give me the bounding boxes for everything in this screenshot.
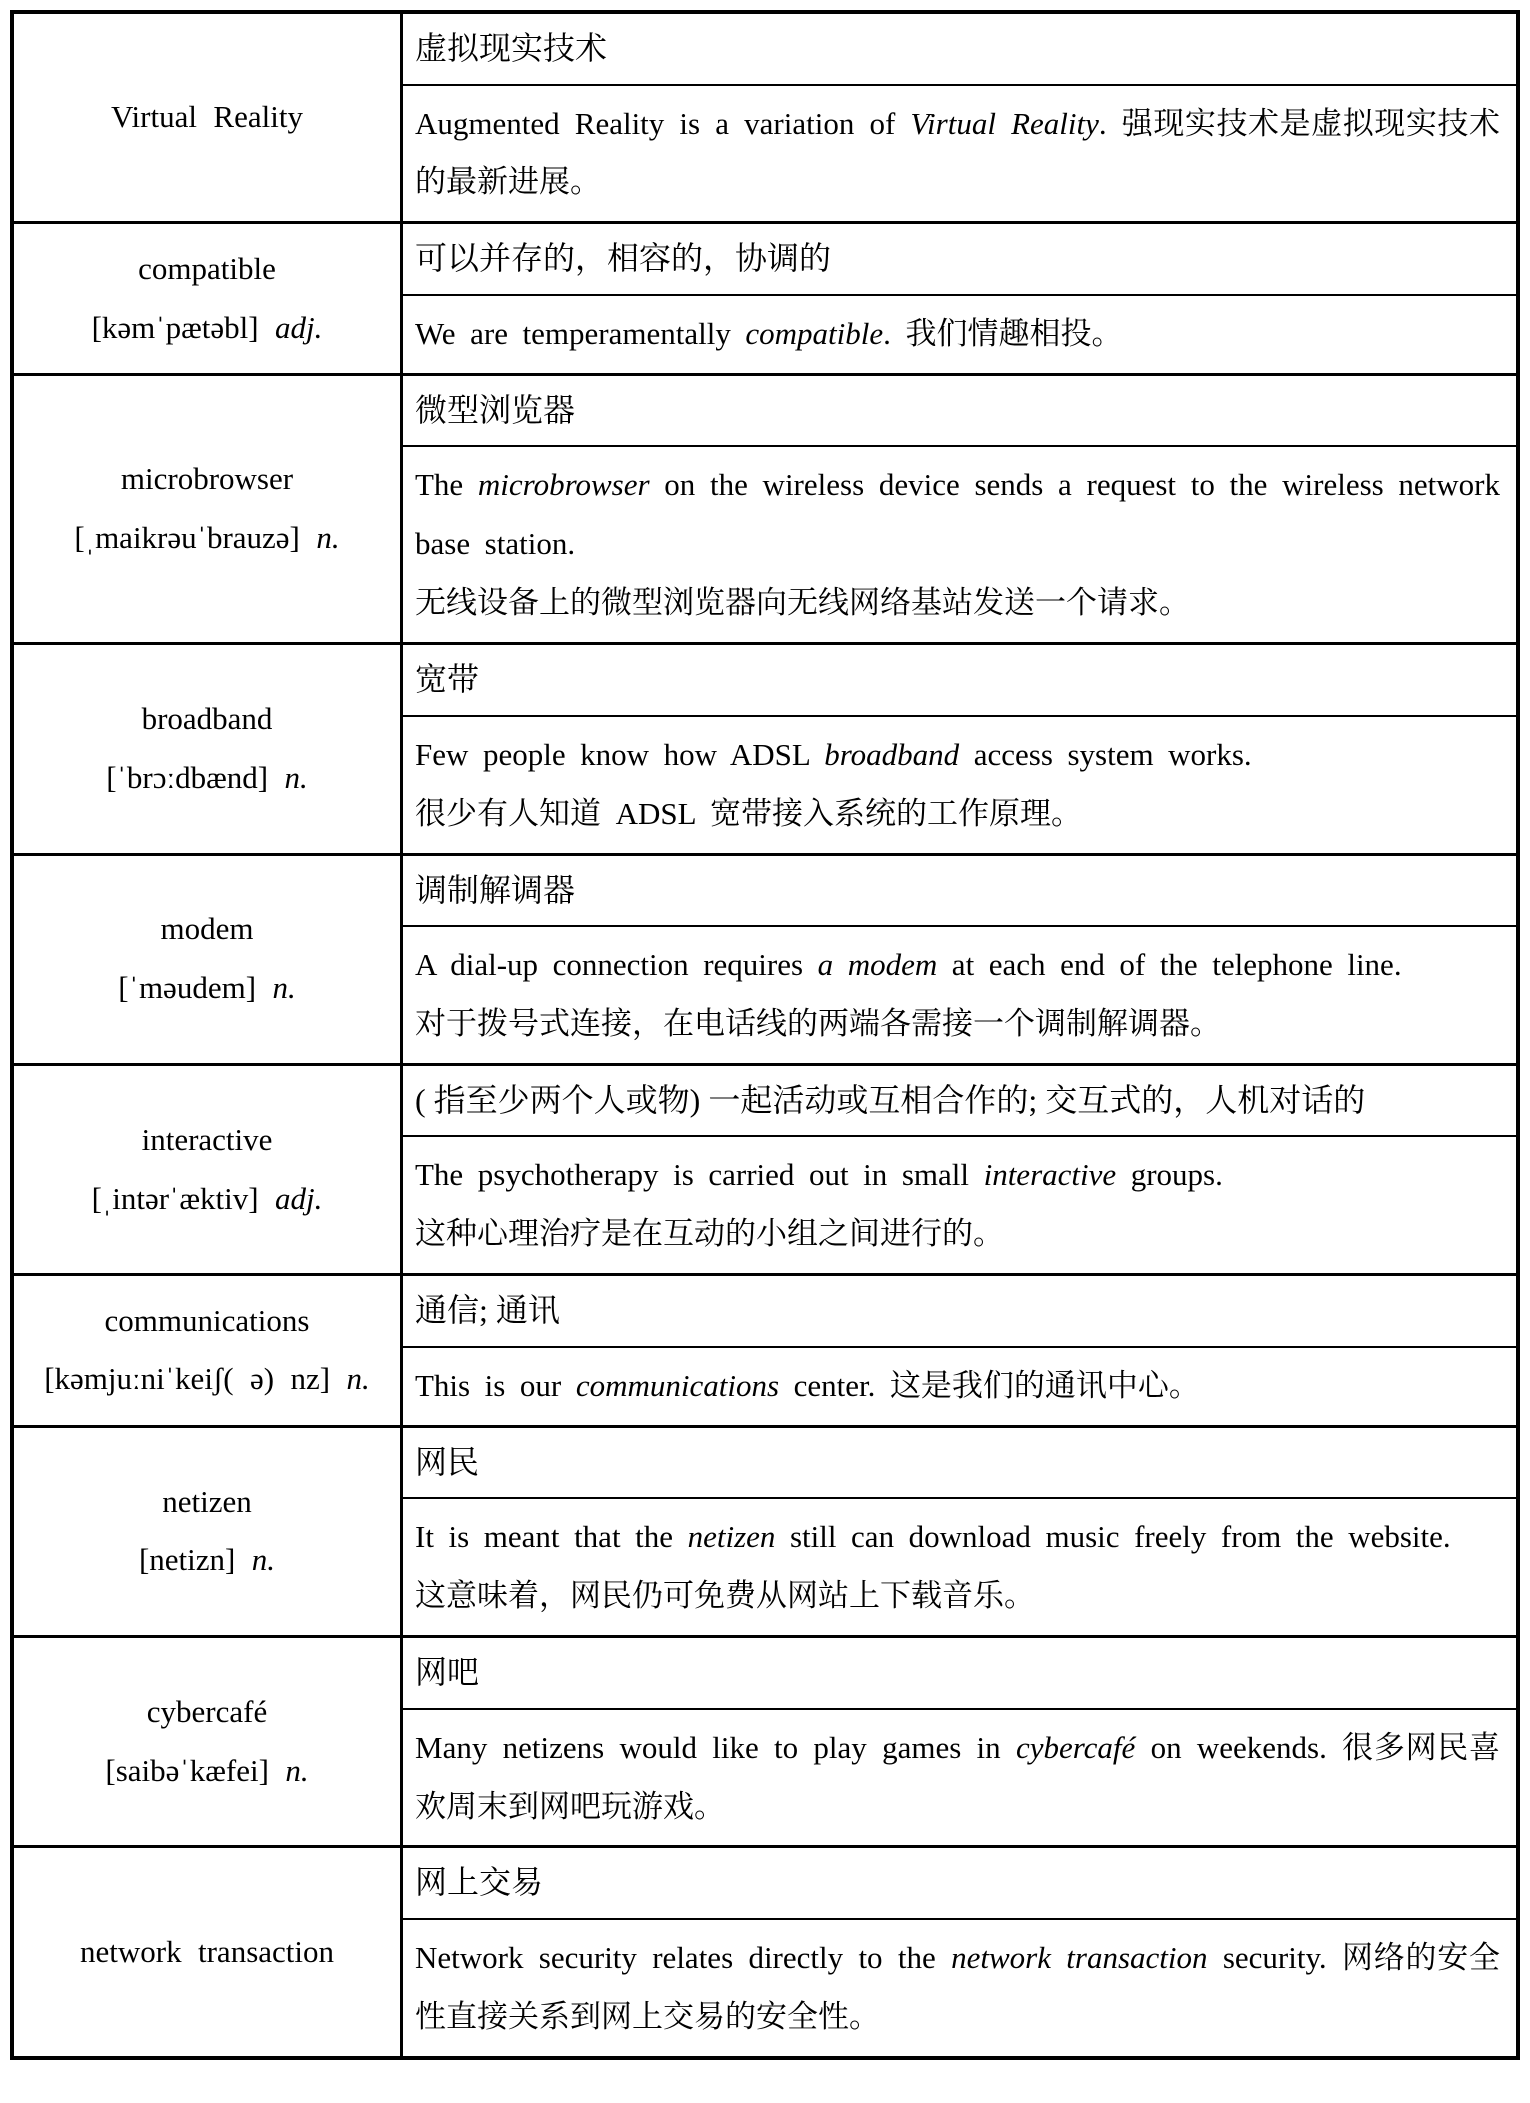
word-cell	[14, 645, 403, 852]
word-cell	[14, 224, 403, 372]
example-cell	[403, 1137, 1516, 1273]
phonetic-text	[92, 1170, 323, 1229]
phonetic-transcription: [ˌintərˈæktiv]	[91, 1180, 276, 1216]
word-text: cybercafé	[146, 1693, 268, 1729]
example-keyword: compatible	[745, 315, 884, 351]
word-text: microbrowser	[120, 461, 294, 497]
definition-cell	[403, 1428, 1516, 1500]
example-text: 无线设备上的微型浏览器向无线网络基站发送一个请求。	[415, 585, 1190, 621]
example-text: access system works.	[959, 736, 1252, 772]
phonetic-text	[44, 1350, 370, 1409]
example-paragraph	[415, 1929, 1500, 2047]
example-cell	[403, 1499, 1516, 1635]
phonetic-transcription: [kəmjuːniˈkeiʃ( ə) nz]	[44, 1361, 347, 1397]
definition-cell	[403, 1066, 1516, 1138]
part-of-speech: n.	[285, 1752, 309, 1788]
definition-text: 微型浏览器	[415, 391, 576, 428]
phonetic-transcription: [kəmˈpætəbl]	[91, 309, 276, 345]
example-paragraph	[415, 726, 1500, 785]
table-row	[14, 1635, 1516, 1845]
definition-cell	[403, 1638, 1516, 1710]
table-row	[14, 221, 1516, 372]
example-cell	[403, 927, 1516, 1063]
example-text: 这种心理治疗是在互动的小组之间进行的。	[415, 1216, 1004, 1252]
example-text: . 我们情趣相投。	[883, 315, 1123, 351]
example-paragraph	[415, 1205, 1500, 1264]
example-text: on the wireless device sends a request to the wireless network base station.	[415, 467, 1500, 562]
example-text: still can download music freely from the website.	[775, 1519, 1451, 1555]
example-text: Augmented Reality is a variation of	[415, 105, 911, 141]
word-cell	[14, 14, 403, 221]
word-text: modem	[160, 911, 254, 947]
word-cell	[14, 1066, 403, 1273]
example-text: on weekends. 很多网民喜欢周末到网吧玩游戏。	[415, 1729, 1500, 1824]
part-of-speech: n.	[272, 970, 296, 1006]
example-keyword: cybercafé	[1015, 1729, 1136, 1765]
example-text: . 强现实技术是虚拟现实技术的最新进展。	[415, 105, 1500, 200]
example-text: It is meant that the	[415, 1519, 688, 1555]
example-paragraph	[415, 456, 1500, 574]
part-of-speech: n.	[346, 1361, 370, 1397]
example-cell	[403, 717, 1516, 853]
example-cell	[403, 1348, 1516, 1425]
example-keyword: Virtual Reality	[910, 105, 1099, 141]
word-text: communications	[104, 1302, 310, 1338]
table-row	[14, 853, 1516, 1063]
example-paragraph	[415, 995, 1500, 1054]
example-paragraph	[415, 1146, 1500, 1205]
word-cell	[14, 1848, 403, 2055]
example-keyword: microbrowser	[477, 467, 650, 503]
definition-example-cell	[403, 1066, 1516, 1273]
definition-example-cell	[403, 1848, 1516, 2055]
table-row	[14, 373, 1516, 642]
part-of-speech: n.	[316, 519, 340, 555]
example-keyword: network transaction	[951, 1940, 1208, 1976]
definition-cell	[403, 856, 1516, 928]
example-text: The psychotherapy is carried out in small	[415, 1157, 984, 1193]
example-text: A dial-up connection requires	[415, 947, 818, 983]
phonetic-transcription: [ˌmaikrəuˈbrauzə]	[74, 519, 317, 555]
definition-text: 可以并存的，相容的，协调的	[415, 240, 832, 277]
word-cell	[14, 1276, 403, 1424]
example-keyword: a modem	[817, 947, 938, 983]
word-cell	[14, 856, 403, 1063]
definition-example-cell	[403, 224, 1516, 372]
definition-example-cell	[403, 856, 1516, 1063]
phonetic-text	[74, 509, 339, 568]
phonetic-text	[92, 299, 323, 358]
example-text: center. 这是我们的通讯中心。	[779, 1367, 1200, 1403]
example-paragraph	[415, 1508, 1500, 1567]
definition-example-cell	[403, 376, 1516, 642]
example-cell	[403, 1710, 1516, 1846]
word-text: network transaction	[79, 1933, 335, 1969]
example-text: 很少有人知道 ADSL 宽带接入系统的工作原理。	[415, 795, 1082, 831]
phonetic-transcription: [saibəˈkæfei]	[105, 1752, 286, 1788]
example-text: Few people know how ADSL	[415, 736, 825, 772]
phonetic-transcription: [ˈbrɔːdbænd]	[106, 759, 285, 795]
example-keyword: interactive	[983, 1157, 1117, 1193]
example-cell	[403, 86, 1516, 222]
word-text: interactive	[141, 1121, 273, 1157]
word-cell	[14, 1638, 403, 1845]
definition-text: 调制解调器	[415, 871, 576, 908]
part-of-speech: adj.	[275, 1180, 323, 1216]
example-keyword: netizen	[687, 1519, 776, 1555]
definition-text: ( 指至少两个人或物) 一起活动或互相合作的; 交互式的，人机对话的	[415, 1081, 1366, 1118]
example-text: We are temperamentally	[415, 315, 746, 351]
example-paragraph	[415, 95, 1500, 213]
example-text: groups.	[1116, 1157, 1223, 1193]
definition-example-cell	[403, 14, 1516, 221]
part-of-speech: adj.	[275, 309, 323, 345]
definition-cell	[403, 1848, 1516, 1920]
phonetic-transcription: [netizn]	[138, 1542, 252, 1578]
definition-cell	[403, 224, 1516, 296]
table-row	[14, 14, 1516, 221]
definition-example-cell	[403, 1638, 1516, 1845]
example-paragraph	[415, 1357, 1500, 1416]
table-row	[14, 1063, 1516, 1273]
word-text: Virtual Reality	[111, 99, 303, 135]
example-text: security. 网络的安全性直接关系到网上交易的安全性。	[415, 1940, 1501, 2034]
example-paragraph	[415, 1567, 1500, 1626]
table-row	[14, 1845, 1516, 2055]
definition-text: 网民	[415, 1443, 480, 1480]
phonetic-text	[105, 1742, 308, 1801]
example-paragraph	[415, 936, 1500, 995]
example-cell	[403, 1920, 1516, 2056]
phonetic-text	[139, 1531, 275, 1590]
phonetic-text	[118, 959, 295, 1018]
example-text: Network security relates directly to the	[415, 1940, 952, 1976]
definition-text: 通信; 通讯	[415, 1292, 560, 1329]
part-of-speech: n.	[284, 759, 308, 795]
table-row	[14, 642, 1516, 852]
table-row	[14, 1425, 1516, 1635]
definition-text: 网上交易	[415, 1864, 544, 1901]
vocab-table	[10, 10, 1520, 2060]
table-row	[14, 1273, 1516, 1424]
definition-text: 网吧	[415, 1654, 480, 1691]
definition-cell	[403, 376, 1516, 448]
example-text: The	[415, 467, 478, 503]
example-text: at each end of the telephone line.	[937, 947, 1402, 983]
word-cell	[14, 1428, 403, 1635]
example-paragraph	[415, 785, 1500, 844]
example-text: This is our	[415, 1367, 576, 1403]
example-cell	[403, 447, 1516, 642]
definition-example-cell	[403, 1276, 1516, 1424]
example-cell	[403, 296, 1516, 373]
phonetic-transcription: [ˈməudem]	[118, 970, 273, 1006]
definition-cell	[403, 14, 1516, 86]
example-paragraph	[415, 574, 1500, 633]
definition-example-cell	[403, 645, 1516, 852]
definition-cell	[403, 645, 1516, 717]
definition-text: 宽带	[415, 661, 480, 698]
example-text: 这意味着，网民仍可免费从网站上下载音乐。	[415, 1578, 1035, 1614]
definition-cell	[403, 1276, 1516, 1348]
example-text: 对于拨号式连接，在电话线的两端各需接一个调制解调器。	[415, 1005, 1221, 1041]
example-keyword: broadband	[824, 736, 960, 772]
definition-text: 虚拟现实技术	[415, 30, 608, 66]
definition-example-cell	[403, 1428, 1516, 1635]
phonetic-text	[106, 749, 308, 808]
part-of-speech: n.	[251, 1542, 276, 1578]
example-paragraph	[415, 305, 1500, 364]
example-keyword: communications	[575, 1367, 780, 1403]
word-text: netizen	[162, 1483, 252, 1519]
word-cell	[14, 376, 403, 642]
example-paragraph	[415, 1719, 1500, 1837]
word-text: broadband	[141, 700, 273, 736]
word-text: compatible	[138, 250, 276, 286]
example-text: Many netizens would like to play games in	[415, 1729, 1016, 1765]
